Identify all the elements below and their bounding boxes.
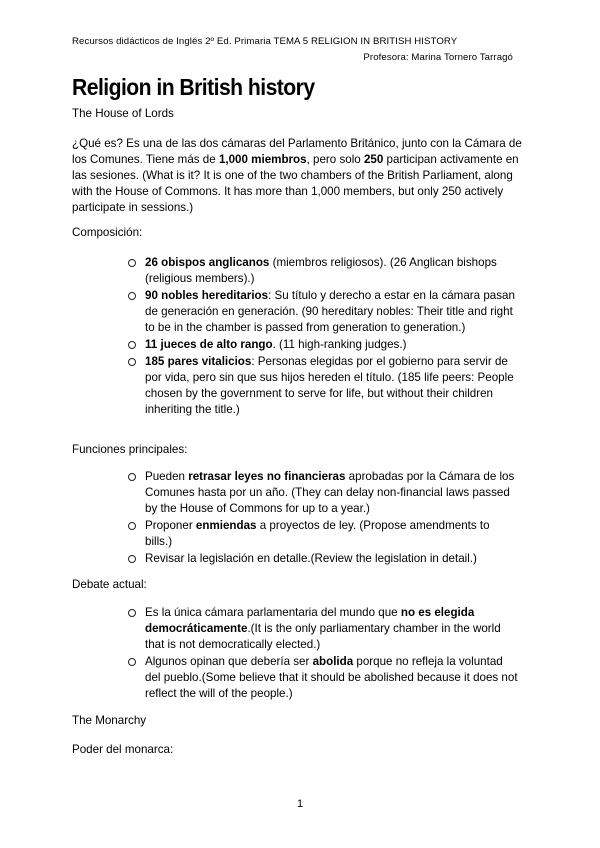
bullet-icon bbox=[128, 341, 136, 349]
header-teacher-line: Profesora: Marina Tornero Tarragó bbox=[363, 52, 513, 63]
bullet-icon bbox=[128, 522, 136, 530]
composicion-heading: Composición: bbox=[72, 226, 143, 239]
composicion-list bbox=[128, 255, 518, 419]
poder-heading: Poder del monarca: bbox=[72, 743, 174, 756]
bullet-icon bbox=[128, 292, 136, 300]
list-item: 11 jueces de alto rango. (11 high-ranking judges.) bbox=[128, 337, 518, 353]
page-title: Religion in British history bbox=[72, 74, 315, 100]
list-item: Revisar la legislación en detalle.(Review the legislation in detail.) bbox=[128, 551, 518, 567]
section-house-of-lords: The House of Lords bbox=[72, 107, 174, 120]
bullet-icon bbox=[128, 259, 136, 267]
list-item: Proponer enmiendas a proyectos de ley. (Propose amendments to bills.) bbox=[128, 518, 518, 550]
list-item: 90 nobles hereditarios: Su título y derecho a estar en la cámara pasan de generación en generación. (90 hereditary nobles: Their title and right to be in the chamber is passed from generation to generation.) bbox=[128, 288, 518, 336]
list-item: 185 pares vitalicios: Personas elegidas por el gobierno para servir de por vida, pero sin que sus hijos hereden el título. (185 life peers: People chosen by the government to serve for life, but without their children inheriting the title.) bbox=[128, 354, 518, 418]
page-number: 1 bbox=[296, 798, 304, 810]
debate-heading: Debate actual: bbox=[72, 578, 147, 591]
bullet-icon bbox=[128, 358, 136, 366]
debate-list bbox=[128, 605, 518, 703]
list-item: Algunos opinan que debería ser abolida porque no refleja la voluntad del pueblo.(Some believe that it should be abolished because it does not reflect the will of the people.) bbox=[128, 654, 518, 702]
bullet-icon bbox=[128, 658, 136, 666]
list-item: Es la única cámara parlamentaria del mundo que no es elegida democráticamente.(It is the only parliamentary chamber in the world that is not democratically elected.) bbox=[128, 605, 518, 653]
list-item: Pueden retrasar leyes no financieras aprobadas por la Cámara de los Comunes hasta por un año. (They can delay non-financial laws passed by the House of Commons for up to a year.) bbox=[128, 469, 518, 517]
section-monarchy: The Monarchy bbox=[72, 714, 147, 727]
intro-paragraph: ¿Qué es? Es una de las dos cámaras del Parlamento Británico, junto con la Cámara de los Comunes. Tiene más de 1,000 miembros, pero solo 250 participan activamente en las sesiones. (What is it? It is one of the two chambers of the British Parliament, along with the House of Commons. It has more than 1,000 members, but only 250 actively participate in sessions.) bbox=[72, 137, 522, 214]
funciones-heading: Funciones principales: bbox=[72, 443, 188, 456]
list-item: 26 obispos anglicanos (miembros religiosos). (26 Anglican bishops (religious members).) bbox=[128, 255, 518, 287]
funciones-list bbox=[128, 469, 518, 568]
header-course-line: Recursos didácticos de Inglés 2º Ed. Primaria TEMA 5 RELIGION IN BRITISH HISTORY bbox=[72, 36, 458, 47]
bullet-icon bbox=[128, 609, 136, 617]
bullet-icon bbox=[128, 473, 136, 481]
bullet-icon bbox=[128, 555, 136, 563]
